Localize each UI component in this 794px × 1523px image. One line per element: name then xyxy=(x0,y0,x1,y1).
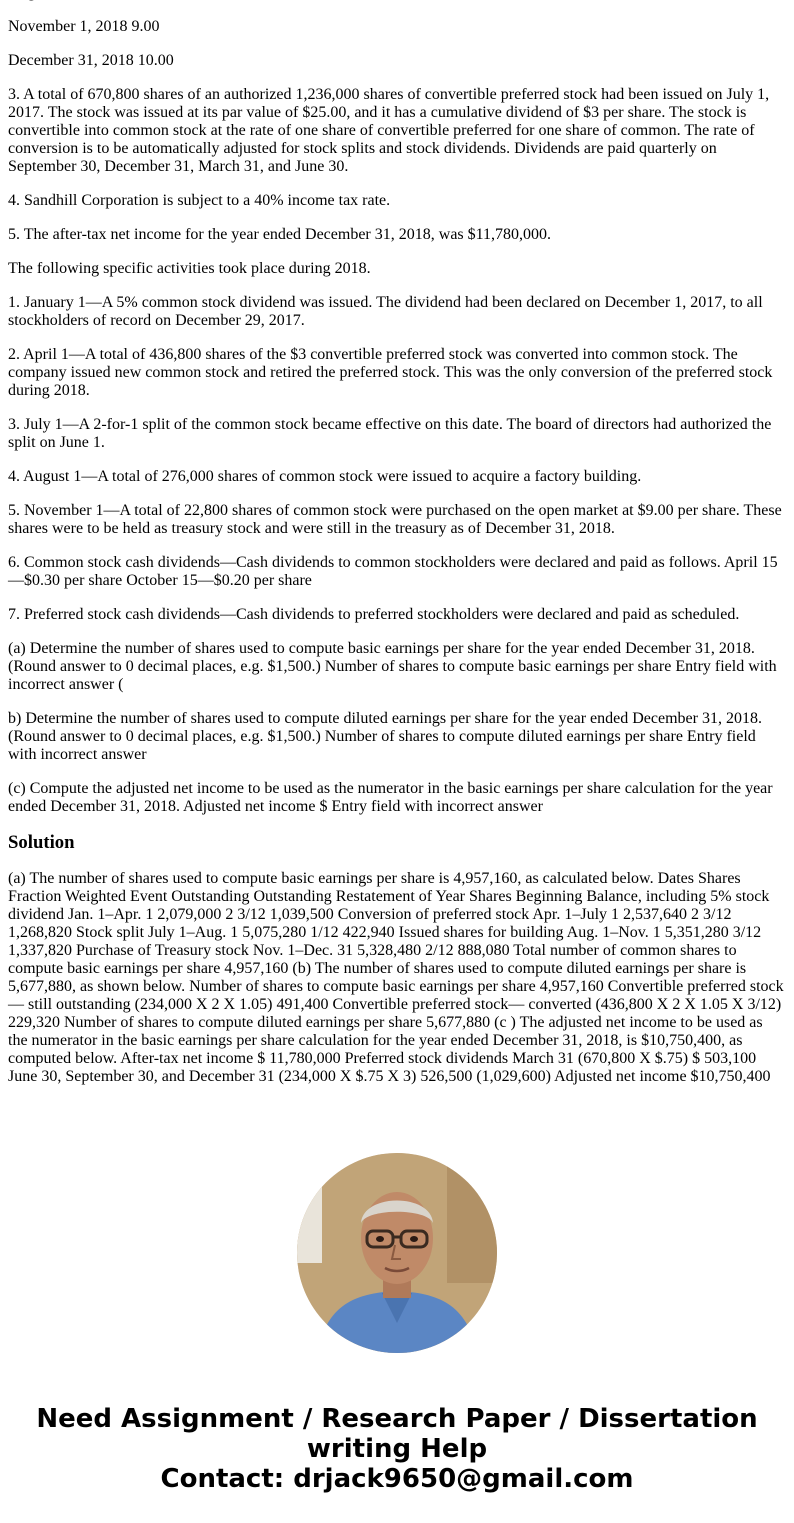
fact-paragraph: 5. The after-tax net income for the year ended December 31, 2018, was $11,780,000. xyxy=(8,226,552,243)
date-line: December 31, 2018 10.00 xyxy=(8,52,174,69)
footer-banner xyxy=(0,1404,794,1494)
fact-paragraph: 4. Sandhill Corporation is subject to a 40% income tax rate. xyxy=(8,192,391,209)
fact-paragraph: 3. A total of 670,800 shares of an authorized 1,236,000 shares of convertible preferred stock had been issued on July 1, 2017. The stock was issued at its par value of $25.00, and it has a cumulative dividend of $3 per share. The stock is convertible into common stock at the rate of one share of convertible preferred for one share of common. The rate of conversion is to be automatically adjusted for stock splits and stock dividends. Dividends are paid quarterly on September 30, December 31, March 31, and June 30. xyxy=(8,86,770,175)
activity-item: 4. August 1—A total of 276,000 shares of common stock were issued to acquire a factory building. xyxy=(8,468,642,485)
question-part-a: (a) Determine the number of shares used to compute basic earnings per share for the year ended December 31, 2018. (Round answer to 0 decimal places, e.g. $1,500.) Number of shares to compute basic earnings per share Entry field with incorrect answer ( xyxy=(8,640,777,693)
activity-item: 3. July 1—A 2-for-1 split of the common stock became effective on this date. The board of directors had authorized the split on June 1. xyxy=(8,416,772,451)
solution-body: (a) The number of shares used to compute basic earnings per share is 4,957,160, as calculated below. Dates Shares Fraction Weighted Event Outstanding Outstanding Restatement of Year Shares Beginning Balance, including 5% stock dividend Jan. 1–Apr. 1 2,079,000 2 3/12 1,039,500 Conversion of preferred stock Apr. 1–July 1 2,537,640 2 3/12 1,268,820 Stock split July 1–Aug. 1 5,075,280 1/12 422,940 Issued shares for building Aug. 1–Nov. 1 5,351,280 3/12 1,337,820 Purchase of Treasury stock Nov. 1–Dec. 31 5,328,480 2/12 888,080 Total number of common shares to compute basic earnings per share 4,957,160 (b) The number of shares used to compute diluted earnings per share is 5,677,880, as shown below. Number of shares to compute basic earnings per share 4,957,160 Convertible preferred stock— still outstanding (234,000 X 2 X 1.05) 491,400 Convertible preferred stock— converted (436,800 X 2 X 1.05 X 3/12) 229,320 Number of shares to compute diluted earnings per share 5,677,880 (c ) The adjusted net income to be used as the numerator in the basic earnings per share calculation for the year ended December 31, 2018, is $10,750,400, as computed below. After-tax net income $ 11,780,000 Preferred stock dividends March 31 (670,800 X $.75) $ 503,100 June 30, September 30, and December 31 (234,000 X $.75 X 3) 526,500 (1,029,600) Adjusted net income $10,750,400 xyxy=(8,870,784,1085)
solution-heading: Solution xyxy=(8,832,75,853)
date-line: November 1, 2018 9.00 xyxy=(8,18,160,35)
footer-contact-text: Contact: drjack9650@gmail.com xyxy=(160,1464,634,1494)
author-portrait-image xyxy=(297,1153,497,1353)
activity-item: 7. Preferred stock cash dividends—Cash dividends to preferred stockholders were declared and paid as scheduled. xyxy=(8,606,740,623)
question-part-b: b) Determine the number of shares used to compute diluted earnings per share for the year ended December 31, 2018. (Round answer to 0 decimal places, e.g. $1,500.) Number of shares to compute diluted earnings per share Entry field with incorrect answer xyxy=(8,710,762,763)
author-avatar xyxy=(297,1153,497,1353)
date-line xyxy=(8,0,786,2)
activity-item: 6. Common stock cash dividends—Cash dividends to common stockholders were declared and paid as follows. April 15—$0.30 per share October 15—$0.20 per share xyxy=(8,554,778,589)
activity-item: 2. April 1—A total of 436,800 shares of the $3 convertible preferred stock was converted into common stock. The company issued new common stock and retired the preferred stock. This was the only conversion of the preferred stock during 2018. xyxy=(8,346,773,399)
activities-intro: The following specific activities took place during 2018. xyxy=(8,260,371,277)
document-content xyxy=(8,0,786,1102)
activity-item: 5. November 1—A total of 22,800 shares of common stock were purchased on the open market at $9.00 per share. These shares were to be held as treasury stock and were still in the treasury as of December 31, 2018. xyxy=(8,502,782,537)
footer-help-text: Need Assignment / Research Paper / Dissertation writing Help xyxy=(36,1404,758,1464)
activity-item: 1. January 1—A 5% common stock dividend was issued. The dividend had been declared on December 1, 2017, to all stockholders of record on December 29, 2017. xyxy=(8,294,763,329)
question-part-c: (c) Compute the adjusted net income to be used as the numerator in the basic earnings per share calculation for the year ended December 31, 2018. Adjusted net income $ Entry field with incorrect answer xyxy=(8,780,773,815)
